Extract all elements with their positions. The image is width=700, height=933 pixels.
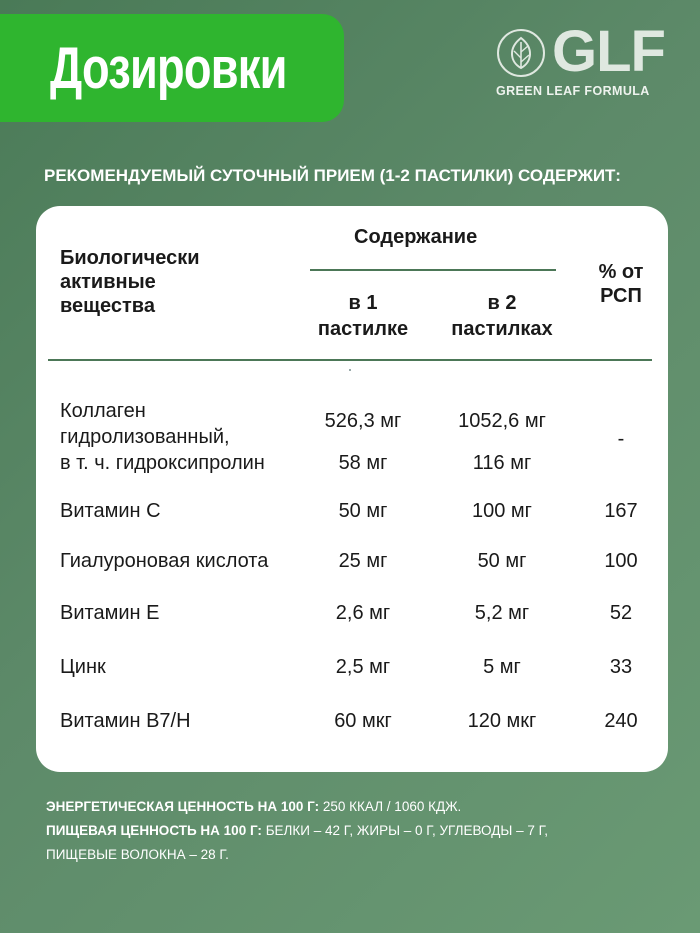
row-name: Витамин Е	[60, 602, 160, 624]
row-one: 2,5 мг	[335, 656, 391, 678]
logo-tagline: GREEN LEAF FORMULA	[496, 84, 650, 98]
hydroxyproline-one: 58 мг	[338, 452, 388, 474]
collagen-name: Коллаген гидролизованный, в т. ч. гидроксипролин	[60, 400, 265, 474]
header-substances: Биологически активные вещества	[60, 247, 200, 317]
row-one: 50 мг	[338, 500, 388, 522]
row-two: 100 мг	[472, 500, 532, 522]
row-name: Витамин С	[60, 500, 161, 522]
header-content: Содержание	[354, 226, 478, 248]
row-one: 2,6 мг	[335, 602, 391, 624]
row-name: Гиалуроновая кислота	[60, 550, 269, 572]
row-two: 5,2 мг	[474, 602, 530, 624]
row-one: 25 мг	[338, 550, 388, 572]
nutrition-line-2: ПИЩЕВЫЕ ВОЛОКНА – 28 Г.	[46, 847, 229, 862]
row-name: Витамин В7/Н	[60, 710, 191, 732]
subtitle: РЕКОМЕНДУЕМЫЙ СУТОЧНЫЙ ПРИЕМ (1-2 ПАСТИЛКИ) СОДЕРЖИТ:	[44, 166, 621, 185]
energy-label: ЭНЕРГЕТИЧЕСКАЯ ЦЕННОСТЬ НА 100 Г:	[46, 799, 320, 814]
row-rsp: 33	[609, 656, 633, 678]
header-divider	[310, 269, 556, 271]
brand-logo	[496, 19, 676, 104]
nutrition-value: БЕЛКИ – 42 Г, ЖИРЫ – 0 Г, УГЛЕВОДЫ – 7 Г,	[265, 823, 549, 838]
title-badge	[0, 14, 344, 122]
row-two: 50 мг	[477, 550, 527, 572]
page-title: Дозировки	[50, 35, 287, 101]
divider-dot	[349, 369, 351, 371]
collagen-rsp: -	[617, 428, 625, 450]
row-rsp: 167	[604, 500, 638, 522]
leaf-logo-icon	[496, 28, 546, 78]
row-rsp: 240	[604, 710, 638, 732]
collagen-two: 1052,6 мг	[458, 410, 546, 432]
hydroxyproline-two: 116 мг	[472, 452, 532, 474]
row-rsp: 52	[609, 602, 633, 624]
row-name: Цинк	[60, 656, 106, 678]
row-one: 60 мкг	[334, 710, 392, 732]
header-rsp: % от РСП	[598, 261, 644, 307]
dosage-table	[36, 206, 668, 772]
table-header-divider	[48, 359, 652, 361]
energy-line	[46, 795, 548, 819]
row-two: 120 мкг	[467, 710, 537, 732]
nutrition-line	[46, 819, 548, 843]
header-one-pastille: в 1 пастилке	[317, 292, 409, 340]
nutrition-footer	[46, 795, 548, 867]
nutrition-label: ПИЩЕВАЯ ЦЕННОСТЬ НА 100 Г:	[46, 823, 262, 838]
row-rsp: 100	[604, 550, 638, 572]
header-two-pastilles: в 2 пастилках	[451, 292, 553, 340]
logo-letters: GLF	[552, 19, 665, 84]
row-two: 5 мг	[483, 656, 521, 678]
energy-value: 250 ККАЛ / 1060 КДЖ.	[322, 799, 462, 814]
collagen-one: 526,3 мг	[324, 410, 402, 432]
